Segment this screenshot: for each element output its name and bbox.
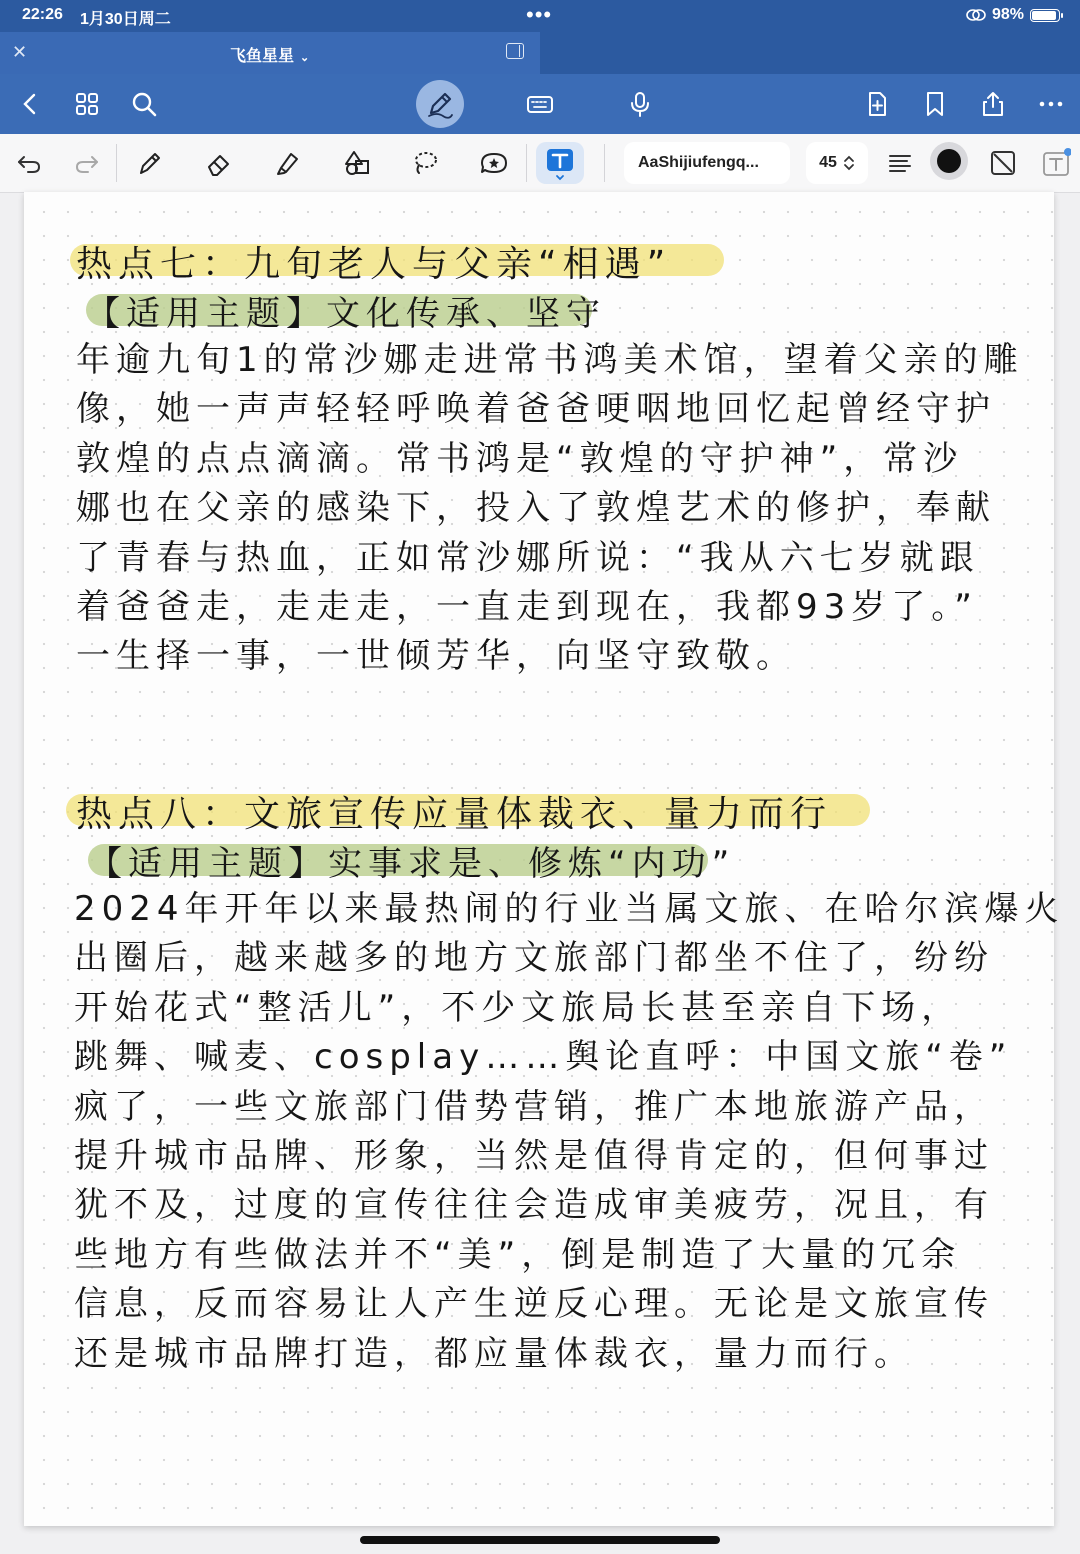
add-page-button[interactable] <box>859 86 895 122</box>
text-style-button[interactable] <box>1038 146 1074 180</box>
main-toolbar <box>0 74 1080 134</box>
font-size-selector[interactable] <box>806 142 868 184</box>
topic-label: 【适用主题】实事求是、修炼“内功” <box>88 844 736 884</box>
paragraph-line: 提升城市品牌、形象，当然是值得肯定的，但何事过 <box>74 1135 994 1176</box>
toolbar-separator <box>604 144 605 182</box>
no-fill-icon <box>988 148 1018 178</box>
microphone-button[interactable] <box>622 86 658 122</box>
lasso-tool[interactable] <box>407 146 443 180</box>
align-left-icon <box>885 148 915 178</box>
share-icon <box>979 90 1007 118</box>
add-page-icon <box>863 90 891 118</box>
multitasking-dots-icon[interactable]: ••• <box>526 2 553 27</box>
tab-title[interactable] <box>230 43 309 66</box>
eraser-icon <box>204 148 234 178</box>
text-color-picker[interactable] <box>930 142 968 180</box>
text-tool[interactable] <box>536 142 584 184</box>
pen-icon <box>135 148 165 178</box>
paragraph-line: 还是城市品牌打造，都应量体裁衣，量力而行。 <box>74 1333 914 1374</box>
chevron-down-icon: ⌄ <box>300 52 310 64</box>
pen-tool[interactable] <box>132 146 168 180</box>
close-tab-icon[interactable]: ✕ <box>12 42 28 62</box>
toolbar-separator <box>116 144 117 182</box>
paragraph-line: 些地方有些做法并不“美”，倒是制造了大量的冗余 <box>74 1234 962 1275</box>
text-align-button[interactable] <box>882 146 918 180</box>
paragraph-line: 娜也在父亲的感染下，投入了敦煌艺术的修护，奉献 <box>76 488 996 529</box>
screen-mirroring-icon <box>966 8 986 22</box>
paragraph-line: 跳舞、喊麦、cosplay……舆论直呼：中国文旅“卷” <box>74 1037 1013 1078</box>
split-view-icon[interactable] <box>506 43 524 59</box>
more-icon <box>1037 90 1065 118</box>
section-heading: 热点七：九旬老人与父亲“相遇” <box>76 244 672 285</box>
battery-fill <box>1032 11 1056 20</box>
battery-percent: 98% <box>991 6 1024 23</box>
up-down-chevron-icon <box>843 154 855 172</box>
paragraph-line: 了青春与热血，正如常沙娜所说：“我从六七岁就跟 <box>76 537 980 578</box>
search-button[interactable] <box>126 86 162 122</box>
elements-tool[interactable] <box>476 146 512 180</box>
drawing-tools-bar <box>0 134 1080 193</box>
paragraph-line: 开始花式“整活儿”，不少文旅局长甚至亲自下场， <box>74 987 962 1028</box>
status-right <box>966 6 1060 24</box>
font-size-value: 45 <box>819 154 837 171</box>
undo-icon <box>14 148 44 178</box>
more-button[interactable] <box>1033 86 1069 122</box>
text-box-fill-button[interactable] <box>985 146 1021 180</box>
paragraph-line: 犹不及，过度的宣传往往会造成审美疲劳，况且，有 <box>74 1185 994 1226</box>
redo-button[interactable] <box>69 146 105 180</box>
paragraph-line: 信息，反而容易让人产生逆反心理。无论是文旅宣传 <box>74 1284 994 1325</box>
bookmark-button[interactable] <box>917 86 953 122</box>
home-indicator[interactable] <box>360 1536 720 1544</box>
document-tab[interactable] <box>0 32 540 74</box>
tab-title-text: 飞鱼星星 <box>230 48 295 65</box>
paragraph-line: 着爸爸走，走走走，一直走到现在，我都93岁了。” <box>76 586 978 627</box>
status-time: 22:26 <box>22 6 63 23</box>
section-heading: 热点八：文旅宣传应量体裁衣、量力而行 <box>76 794 833 835</box>
sticker-icon <box>479 148 509 178</box>
thumbnails-button[interactable] <box>69 86 105 122</box>
eraser-tool[interactable] <box>201 146 237 180</box>
search-icon <box>130 90 158 118</box>
paragraph-line: 年逾九旬1的常沙娜走进常书鸿美术馆，望着父亲的雕 <box>76 340 1024 380</box>
toolbar-separator <box>526 144 527 182</box>
back-icon <box>16 90 44 118</box>
shapes-icon <box>342 148 372 178</box>
highlighter-tool[interactable] <box>270 146 306 180</box>
text-style-icon <box>1041 148 1071 178</box>
highlighter-icon <box>273 148 303 178</box>
paragraph <box>74 885 1065 1379</box>
text-box-icon <box>536 142 584 184</box>
font-family-selector[interactable] <box>624 142 790 184</box>
pen-mode-icon <box>425 89 455 119</box>
paragraph-line: 疯了，一些文旅部门借势营销，推广本地旅游产品， <box>74 1086 994 1127</box>
back-button[interactable] <box>12 86 48 122</box>
note-page[interactable] <box>24 192 1065 1526</box>
redo-icon <box>72 148 102 178</box>
paragraph-line: 像，她一声声轻轻呼唤着爸爸哽咽地回忆起曾经守护 <box>76 389 996 430</box>
font-family-label: AaShijiufengq... <box>638 154 759 171</box>
status-bar <box>0 0 1080 32</box>
status-date: 1月30日周二 <box>80 11 171 28</box>
grid-icon <box>73 90 101 118</box>
battery-icon <box>1030 9 1060 22</box>
shape-tool[interactable] <box>339 146 375 180</box>
paragraph-line: 一生择一事，一世倾芳华，向坚守致敬。 <box>76 636 796 677</box>
share-button[interactable] <box>975 86 1011 122</box>
lasso-icon <box>410 148 440 178</box>
topic-label: 【适用主题】文化传承、坚守 <box>86 294 606 334</box>
bookmark-icon <box>921 90 949 118</box>
paragraph-line: 2024年开年以来最热闹的行业当属文旅、在哈尔滨爆火 <box>74 889 1065 929</box>
paragraph-line: 出圈后，越来越多的地方文旅部门都坐不住了，纷纷 <box>74 938 994 979</box>
tab-row <box>0 32 1080 74</box>
paragraph <box>76 336 1024 682</box>
pen-mode-button[interactable] <box>416 80 464 128</box>
keyboard-button[interactable] <box>522 86 558 122</box>
keyboard-icon <box>526 90 554 118</box>
paragraph-line: 敦煌的点点滴滴。常书鸿是“敦煌的守护神”，常沙 <box>76 438 964 479</box>
undo-button[interactable] <box>11 146 47 180</box>
microphone-icon <box>626 90 654 118</box>
